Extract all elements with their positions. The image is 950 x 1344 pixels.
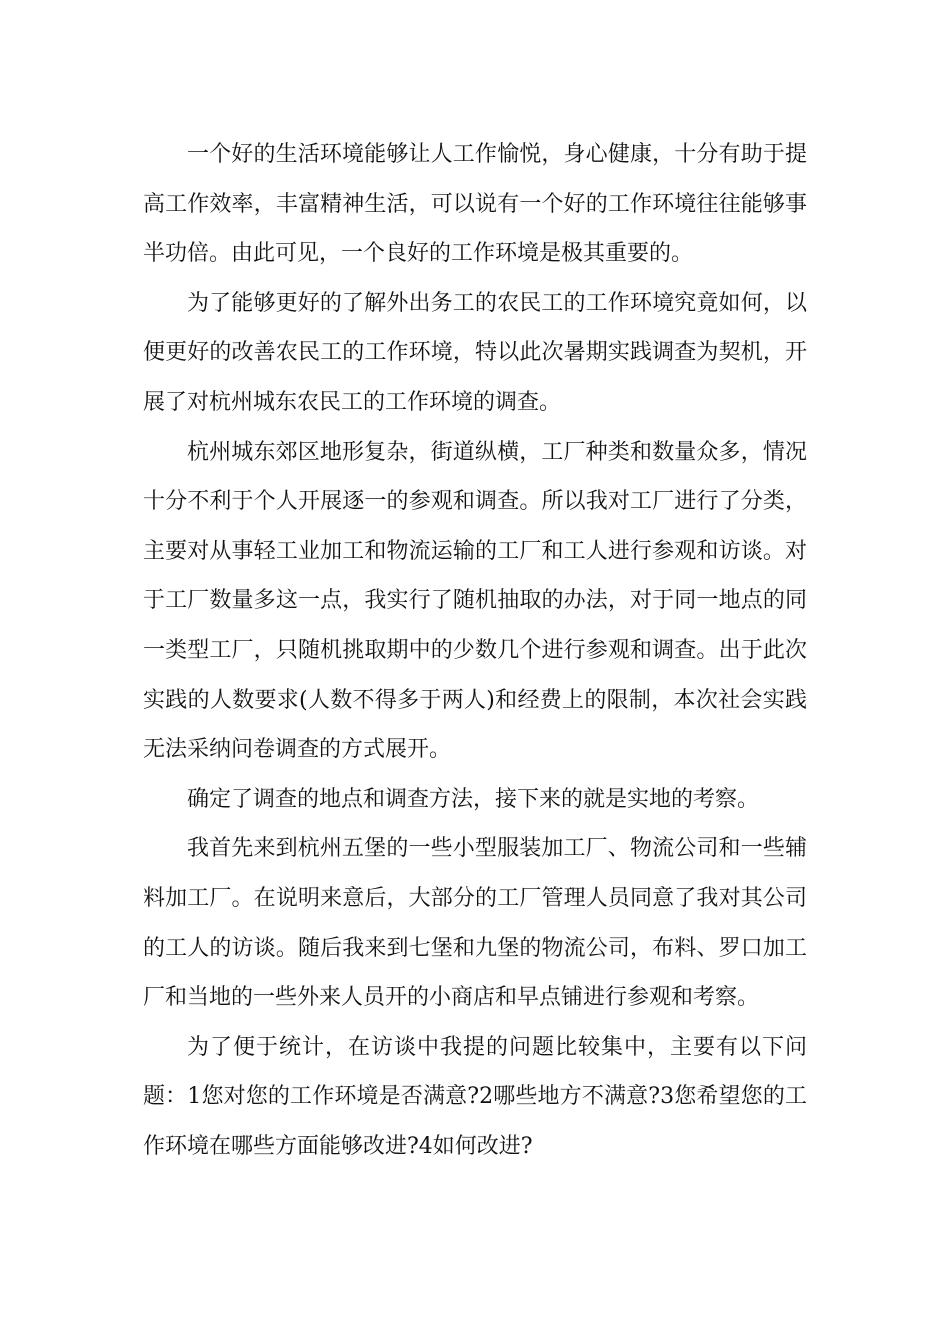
paragraph-6: 为了便于统计，在访谈中我提的问题比较集中，主要有以下问题：1您对您的工作环境是否满意?2哪些地方不满意?3您希望您的工作环境在哪些方面能够改进?4如何改进? bbox=[143, 1034, 807, 1159]
paragraph-4: 确定了调查的地点和调查方法，接下来的就是实地的考察。 bbox=[187, 786, 760, 812]
paragraph-2: 为了能够更好的了解外出务工的农民工的工作环境究竟如何，以便更好的改善农民工的工作环境，特以此次暑期实践调查为契机，开展了对杭州城东农民工的工作环境的调查。 bbox=[143, 290, 807, 415]
paragraph-3: 杭州城东郊区地形复杂，街道纵横，工厂种类和数量众多，情况十分不利于个人开展逐一的参观和调查。所以我对工厂进行了分类，主要对从事轻工业加工和物流运输的工厂和工人进行参观和访谈。对于工厂数量多这一点，我实行了随机抽取的办法，对于同一地点的同一类型工厂，只随机挑取期中的少数几个进行参观和调查。出于此次实践的人数要求(人数不得多于两人)和经费上的限制，本次社会实践无法采纳问卷调查的方式展开。 bbox=[143, 439, 807, 763]
paragraph-1: 一个好的生活环境能够让人工作愉悦，身心健康，十分有助于提高工作效率，丰富精神生活，可以说有一个好的工作环境往往能够事半功倍。由此可见，一个良好的工作环境是极其重要的。 bbox=[143, 142, 807, 267]
document-body bbox=[143, 130, 807, 1171]
paragraph-5: 我首先来到杭州五堡的一些小型服装加工厂、物流公司和一些辅料加工厂。在说明来意后，大部分的工厂管理人员同意了我对其公司的工人的访谈。随后我来到七堡和九堡的物流公司，布料、罗口加工厂和当地的一些外来人员开的小商店和早点铺进行参观和考察。 bbox=[143, 836, 807, 1011]
